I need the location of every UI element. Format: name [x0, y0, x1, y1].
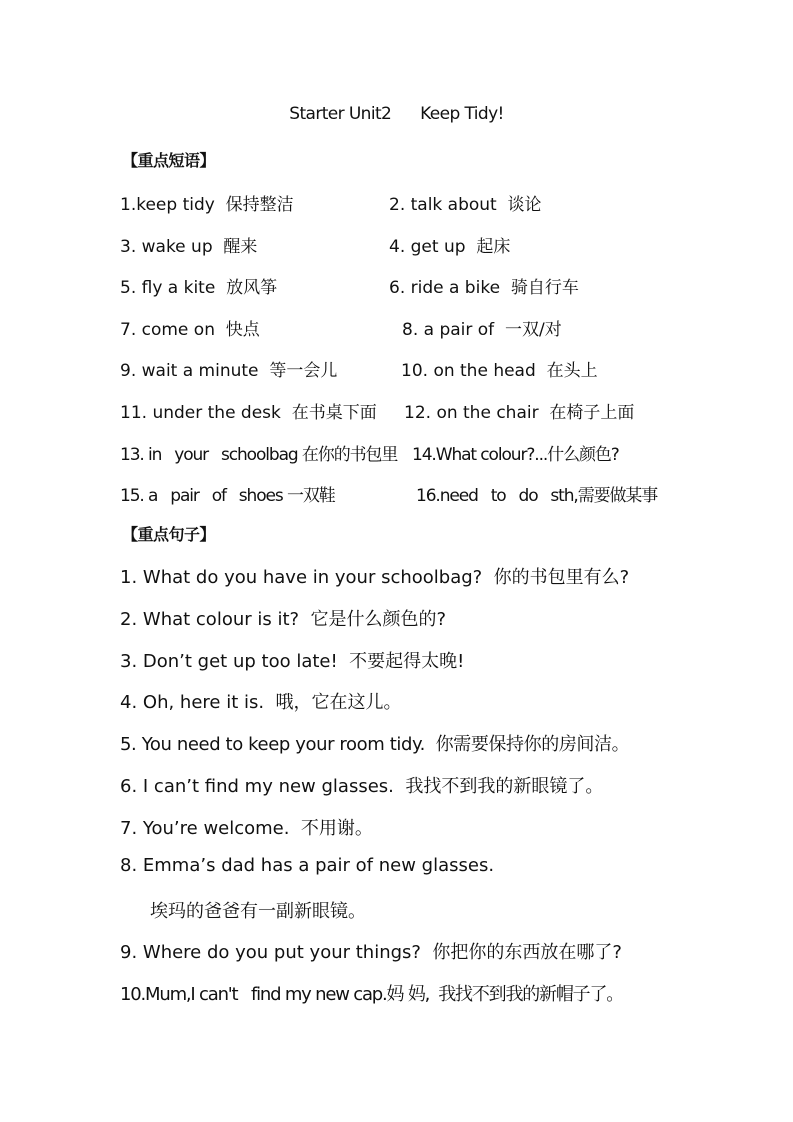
phrase-item: 3. wake up 醒来: [120, 237, 258, 257]
phrase-item: 15. a pair of shoes 一双鞋: [120, 486, 335, 506]
phrase-item: 16.need to do sth,需要做某事: [416, 486, 658, 506]
phrase-item: 13. in your schoolbag 在你的书包里: [120, 445, 398, 465]
sentence-item: 3. Don’t get up too late! 不要起得太晚!: [120, 651, 465, 672]
sentence-item: 4. Oh, here it is. 哦，它在这儿。: [120, 692, 402, 713]
phrase-item: 14.What colour?...什么颜色?: [412, 445, 619, 465]
phrase-item: 11. under the desk 在书桌下面: [120, 403, 377, 423]
phrase-item: 9. wait a minute 等一会儿: [120, 361, 338, 381]
phrase-item: 6. ride a bike 骑自行车: [389, 278, 579, 298]
phrase-item: 7. come on 快点: [120, 320, 260, 340]
phrases-heading: 【重点短语】: [122, 151, 216, 170]
phrase-item: 8. a pair of 一双/对: [402, 320, 562, 340]
sentence-translation: 埃玛的爸爸有一副新眼镜。: [150, 901, 366, 922]
sentence-item: 8. Emma’s dad has a pair of new glasses.: [120, 855, 495, 876]
sentence-item: 6. I can’t find my new glasses. 我找不到我的新眼镜了。: [120, 776, 604, 797]
phrase-item: 10. on the head 在头上: [401, 361, 598, 381]
sentence-item: 9. Where do you put your things? 你把你的东西放在哪了?: [120, 942, 622, 963]
phrase-item: 12. on the chair 在椅子上面: [404, 403, 635, 423]
sentence-item: 10.Mum,I can't find my new cap.妈 妈, 我找不到我的新帽子了。: [120, 984, 624, 1005]
page-title: Starter Unit2 Keep Tidy!: [289, 104, 504, 124]
phrase-item: 2. talk about 谈论: [389, 195, 542, 215]
sentence-item: 7. You’re welcome. 不用谢。: [120, 818, 373, 839]
phrase-item: 1.keep tidy 保持整洁: [120, 195, 294, 215]
sentences-heading: 【重点句子】: [122, 525, 216, 544]
phrase-item: 4. get up 起床: [389, 237, 511, 257]
sentence-item: 2. What colour is it? 它是什么颜色的?: [120, 609, 447, 630]
phrase-item: 5. fly a kite 放风筝: [120, 278, 278, 298]
sentence-item: 1. What do you have in your schoolbag? 你的书包里有么?: [120, 567, 630, 588]
sentence-item: 5. You need to keep your room tidy. 你需要保持你的房间洁。: [120, 734, 630, 755]
